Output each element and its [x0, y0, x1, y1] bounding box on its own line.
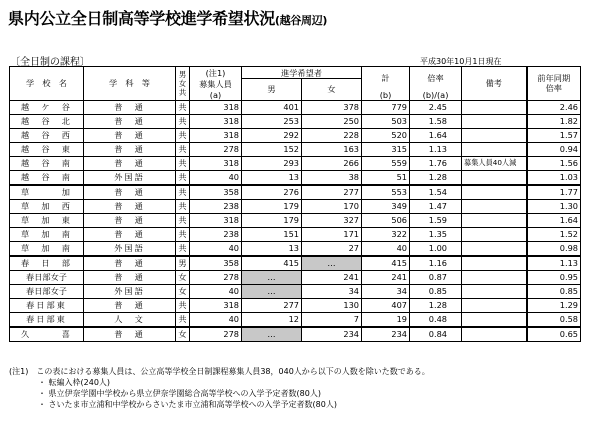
- cell-school: 春日部女子: [10, 270, 84, 284]
- cell-female: 7: [302, 312, 362, 327]
- cell-male: 277: [242, 298, 302, 312]
- cell-ratio: 1.58: [410, 114, 462, 128]
- cell-course: 普 通: [84, 199, 176, 213]
- cell-remarks: [462, 312, 527, 327]
- cell-ratio: 1.13: [410, 142, 462, 156]
- cell-gender: 共: [176, 100, 190, 114]
- cell-total: 241: [362, 270, 410, 284]
- cell-remarks: [462, 298, 527, 312]
- cell-gender: 共: [176, 298, 190, 312]
- cell-male: 152: [242, 142, 302, 156]
- cell-remarks: [462, 199, 527, 213]
- header-female: 女: [302, 79, 362, 101]
- table-row: [10, 114, 581, 128]
- cell-prev-ratio: 1.56: [527, 156, 581, 170]
- cell-capacity: 318: [190, 298, 242, 312]
- section-label: 〔全日制の課程〕: [10, 57, 90, 68]
- cell-male: 293: [242, 156, 302, 170]
- table-row: [10, 256, 581, 271]
- table-row: [10, 213, 581, 227]
- cell-ratio: 2.45: [410, 100, 462, 114]
- cell-gender: 共: [176, 142, 190, 156]
- cell-capacity: 278: [190, 142, 242, 156]
- cell-school: 草 加 南: [10, 241, 84, 256]
- cell-gender: 共: [176, 128, 190, 142]
- cell-prev-ratio: 0.58: [527, 312, 581, 327]
- cell-capacity: 278: [190, 327, 242, 342]
- cell-prev-ratio: 0.95: [527, 270, 581, 284]
- cell-prev-ratio: 1.52: [527, 227, 581, 241]
- cell-capacity: 318: [190, 128, 242, 142]
- cell-capacity: 40: [190, 241, 242, 256]
- cell-prev-ratio: 2.46: [527, 100, 581, 114]
- cell-capacity: 40: [190, 312, 242, 327]
- cell-course: 普 通: [84, 114, 176, 128]
- header-applicants: 進学希望者: [242, 67, 362, 79]
- cell-course: 外国語: [84, 170, 176, 185]
- cell-remarks: [462, 213, 527, 227]
- cell-ratio: 1.76: [410, 156, 462, 170]
- cell-capacity: 318: [190, 156, 242, 170]
- cell-school: 越 谷 西: [10, 128, 84, 142]
- cell-capacity: 40: [190, 170, 242, 185]
- cell-total: 315: [362, 142, 410, 156]
- cell-total: 415: [362, 256, 410, 271]
- cell-gender: 共: [176, 199, 190, 213]
- cell-prev-ratio: 1.77: [527, 185, 581, 200]
- cell-gender: 女: [176, 327, 190, 342]
- cell-female: 170: [302, 199, 362, 213]
- cell-prev-ratio: 1.03: [527, 170, 581, 185]
- cell-school: 越 谷 北: [10, 114, 84, 128]
- table-row: [10, 128, 581, 142]
- cell-ratio: 1.59: [410, 213, 462, 227]
- cell-gender: 共: [176, 241, 190, 256]
- cell-total: 51: [362, 170, 410, 185]
- cell-course: 普 通: [84, 270, 176, 284]
- cell-male: 401: [242, 100, 302, 114]
- cell-remarks: [462, 114, 527, 128]
- cell-total: 34: [362, 284, 410, 298]
- cell-school: 越 谷 南: [10, 170, 84, 185]
- cell-prev-ratio: 0.94: [527, 142, 581, 156]
- cell-ratio: 0.85: [410, 284, 462, 298]
- cell-school: 草 加: [10, 185, 84, 200]
- cell-school: 春日部女子: [10, 284, 84, 298]
- cell-total: 322: [362, 227, 410, 241]
- cell-course: 外国語: [84, 284, 176, 298]
- table-row: [10, 298, 581, 312]
- header-prev: 前年同期倍率: [527, 67, 581, 101]
- cell-gender: 共: [176, 213, 190, 227]
- cell-school: 春日部東: [10, 312, 84, 327]
- header-school: 学 校 名: [10, 67, 84, 101]
- cell-school: 草 加 南: [10, 227, 84, 241]
- cell-ratio: 1.54: [410, 185, 462, 200]
- cell-total: 520: [362, 128, 410, 142]
- cell-male: 276: [242, 185, 302, 200]
- table-row: [10, 185, 581, 200]
- footnote-item: ・ 県立伊奈学園中学校から県立伊奈学園総合高等学校への入学予定者数(80人): [38, 389, 321, 398]
- cell-prev-ratio: 1.29: [527, 298, 581, 312]
- cell-gender: 共: [176, 227, 190, 241]
- cell-course: 普 通: [84, 213, 176, 227]
- table-row: [10, 199, 581, 213]
- cell-remarks: [462, 284, 527, 298]
- cell-female: 171: [302, 227, 362, 241]
- cell-capacity: 238: [190, 227, 242, 241]
- table-row: [10, 227, 581, 241]
- cell-gender: 共: [176, 185, 190, 200]
- table-row: [10, 156, 581, 170]
- cell-school: 越 谷 南: [10, 156, 84, 170]
- cell-gender: 女: [176, 284, 190, 298]
- cell-prev-ratio: 0.85: [527, 284, 581, 298]
- cell-capacity: 238: [190, 199, 242, 213]
- header-total-unit: (b): [362, 90, 410, 101]
- cell-prev-ratio: 1.13: [527, 256, 581, 271]
- cell-remarks: [462, 256, 527, 271]
- cell-prev-ratio: 1.30: [527, 199, 581, 213]
- header-capacity: 募集人員: [190, 79, 242, 90]
- cell-male: 253: [242, 114, 302, 128]
- cell-gender: 共: [176, 170, 190, 185]
- cell-female: 163: [302, 142, 362, 156]
- cell-total: 349: [362, 199, 410, 213]
- cell-female: 234: [302, 327, 362, 342]
- footnotes: [9, 366, 430, 410]
- table-row: [10, 327, 581, 342]
- cell-course: 普 通: [84, 142, 176, 156]
- cell-ratio: 1.16: [410, 256, 462, 271]
- header-total: 計: [362, 67, 410, 90]
- cell-male: …: [242, 270, 302, 284]
- header-male: 男: [242, 79, 302, 101]
- cell-female: 228: [302, 128, 362, 142]
- cell-ratio: 1.47: [410, 199, 462, 213]
- cell-prev-ratio: 0.98: [527, 241, 581, 256]
- cell-ratio: 0.48: [410, 312, 462, 327]
- table-row: [10, 241, 581, 256]
- cell-gender: 共: [176, 312, 190, 327]
- cell-gender: 女: [176, 270, 190, 284]
- cell-course: 人 文: [84, 312, 176, 327]
- cell-female: 130: [302, 298, 362, 312]
- cell-total: 407: [362, 298, 410, 312]
- cell-capacity: 318: [190, 100, 242, 114]
- cell-total: 779: [362, 100, 410, 114]
- cell-capacity: 318: [190, 114, 242, 128]
- cell-female: 277: [302, 185, 362, 200]
- cell-school: 春 日 部: [10, 256, 84, 271]
- cell-male: 179: [242, 199, 302, 213]
- table-row: [10, 270, 581, 284]
- cell-remarks: [462, 100, 527, 114]
- cell-male: 13: [242, 170, 302, 185]
- footnote-main: (注1) この表における募集人員は、公立高等学校全日制課程募集人員38，040人から以下の人数を除いた数である。: [9, 367, 430, 376]
- cell-capacity: 40: [190, 284, 242, 298]
- header-course: 学 科 等: [84, 67, 176, 101]
- cell-course: 普 通: [84, 128, 176, 142]
- cell-remarks: [462, 185, 527, 200]
- cell-remarks: [462, 327, 527, 342]
- table-row: [10, 312, 581, 327]
- cell-course: 普 通: [84, 256, 176, 271]
- cell-remarks: [462, 227, 527, 241]
- cell-remarks: [462, 270, 527, 284]
- cell-ratio: 0.84: [410, 327, 462, 342]
- cell-total: 19: [362, 312, 410, 327]
- table-body: [10, 100, 581, 341]
- cell-total: 553: [362, 185, 410, 200]
- header-remarks: 備考: [462, 67, 527, 101]
- cell-total: 559: [362, 156, 410, 170]
- cell-course: 普 通: [84, 298, 176, 312]
- cell-prev-ratio: 1.57: [527, 128, 581, 142]
- as-of-date: 平成30年10月1日現在: [420, 57, 502, 66]
- cell-total: 503: [362, 114, 410, 128]
- table-row: [10, 100, 581, 114]
- cell-male: …: [242, 284, 302, 298]
- table-row: [10, 170, 581, 185]
- cell-female: 250: [302, 114, 362, 128]
- cell-capacity: 358: [190, 185, 242, 200]
- cell-remarks: [462, 170, 527, 185]
- header-note1: (注1): [190, 67, 242, 79]
- cell-male: 12: [242, 312, 302, 327]
- header-ratio-unit: (b)/(a): [410, 90, 462, 101]
- cell-school: 春日部東: [10, 298, 84, 312]
- cell-prev-ratio: 0.65: [527, 327, 581, 342]
- cell-total: 506: [362, 213, 410, 227]
- cell-gender: 共: [176, 114, 190, 128]
- cell-course: 普 通: [84, 100, 176, 114]
- cell-gender: 男: [176, 256, 190, 271]
- title-sub: (越谷周辺): [274, 14, 328, 27]
- cell-ratio: 1.00: [410, 241, 462, 256]
- cell-school: 草 加 西: [10, 199, 84, 213]
- footnote-item: ・ さいたま市立浦和中学校からさいたま市立浦和高等学校への入学予定者数(80人): [38, 400, 337, 409]
- cell-male: 415: [242, 256, 302, 271]
- cell-capacity: 358: [190, 256, 242, 271]
- header-gender: 男女共: [176, 67, 190, 101]
- cell-total: 234: [362, 327, 410, 342]
- cell-female: …: [302, 256, 362, 271]
- cell-ratio: 1.35: [410, 227, 462, 241]
- header-capacity-unit: (a): [190, 90, 242, 101]
- cell-male: …: [242, 327, 302, 342]
- cell-course: 普 通: [84, 227, 176, 241]
- cell-course: 普 通: [84, 185, 176, 200]
- cell-male: 179: [242, 213, 302, 227]
- cell-female: 38: [302, 170, 362, 185]
- cell-prev-ratio: 1.64: [527, 213, 581, 227]
- cell-female: 266: [302, 156, 362, 170]
- cell-female: 241: [302, 270, 362, 284]
- footnote-item: ・ 転編入枠(240人): [38, 378, 111, 387]
- cell-school: 越 谷 東: [10, 142, 84, 156]
- cell-remarks: [462, 128, 527, 142]
- header-ratio: 倍率: [410, 67, 462, 90]
- cell-school: 久 喜: [10, 327, 84, 342]
- cell-male: 13: [242, 241, 302, 256]
- cell-course: 普 通: [84, 156, 176, 170]
- cell-remarks: [462, 142, 527, 156]
- cell-female: 327: [302, 213, 362, 227]
- title-main: 県内公立全日制高等学校進学希望状況: [8, 9, 275, 28]
- cell-male: 151: [242, 227, 302, 241]
- page-title: [8, 6, 327, 29]
- cell-capacity: 278: [190, 270, 242, 284]
- cell-ratio: 1.28: [410, 170, 462, 185]
- cell-ratio: 1.64: [410, 128, 462, 142]
- cell-course: 普 通: [84, 327, 176, 342]
- cell-course: 外国語: [84, 241, 176, 256]
- cell-ratio: 0.87: [410, 270, 462, 284]
- table-row: [10, 142, 581, 156]
- cell-male: 292: [242, 128, 302, 142]
- cell-prev-ratio: 1.82: [527, 114, 581, 128]
- cell-gender: 共: [176, 156, 190, 170]
- applicant-table: [9, 66, 581, 342]
- cell-female: 378: [302, 100, 362, 114]
- cell-capacity: 318: [190, 213, 242, 227]
- cell-remarks: 募集人員40人減: [462, 156, 527, 170]
- table-row: [10, 284, 581, 298]
- cell-school: 越 ケ 谷: [10, 100, 84, 114]
- cell-remarks: [462, 241, 527, 256]
- cell-total: 40: [362, 241, 410, 256]
- cell-school: 草 加 東: [10, 213, 84, 227]
- cell-ratio: 1.28: [410, 298, 462, 312]
- cell-female: 27: [302, 241, 362, 256]
- cell-female: 34: [302, 284, 362, 298]
